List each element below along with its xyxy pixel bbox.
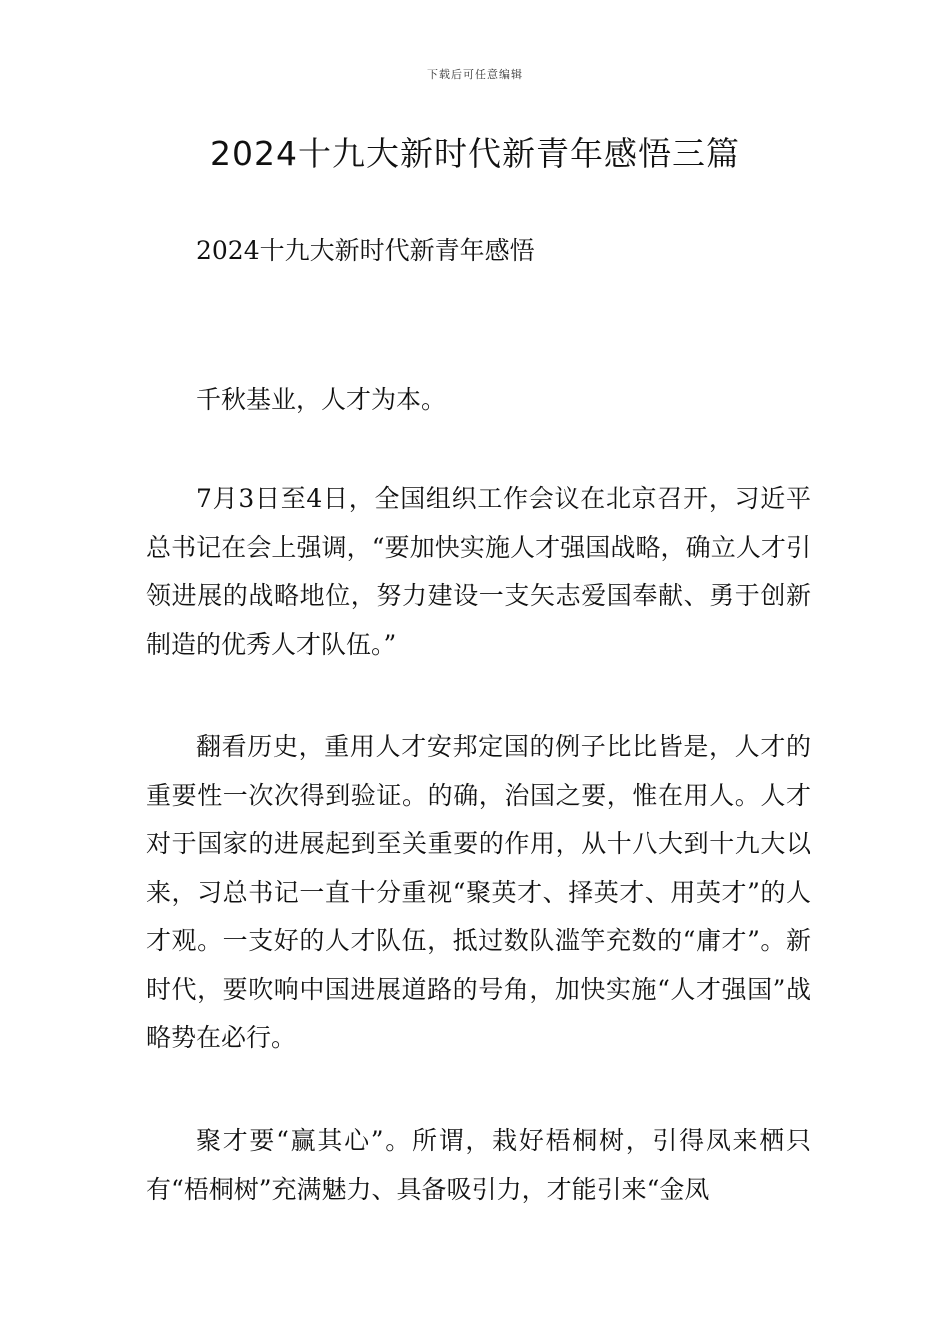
paragraph-2: 7月3日至4日，全国组织工作会议在北京召开，习近平总书记在会上强调，“要加快实施人才强国战略，确立人才引领进展的战略地位，努力建设一支矢志爱国奉献、勇于创新制造的优秀人才队伍。” [146,484,811,659]
header-note: 下载后可任意编辑 [427,68,523,81]
document-title: 2024十九大新时代新青年感悟三篇 [210,134,740,173]
paragraph-4: 聚才要“赢其心”。所谓，栽好梧桐树，引得凤来栖只有“梧桐树”充满魅力、具备吸引力，才能引来“金凤 [146,1126,811,1204]
paragraph-1: 千秋基业，人才为本。 [196,385,447,414]
paragraph-3: 翻看历史，重用人才安邦定国的例子比比皆是，人才的重要性一次次得到验证。的确，治国之要，惟在用人。人才对于国家的进展起到至关重要的作用，从十八大到十九大以来，习总书记一直十分重视“聚英才、择英才、用英才”的人才观。一支好的人才队伍，抵过数队滥竽充数的“庸才”。新时代，要吹响中国进展道路的号角，加快实施“人才强国”战略势在必行。 [146,732,811,1052]
section-subtitle: 2024十九大新时代新青年感悟 [196,236,535,265]
